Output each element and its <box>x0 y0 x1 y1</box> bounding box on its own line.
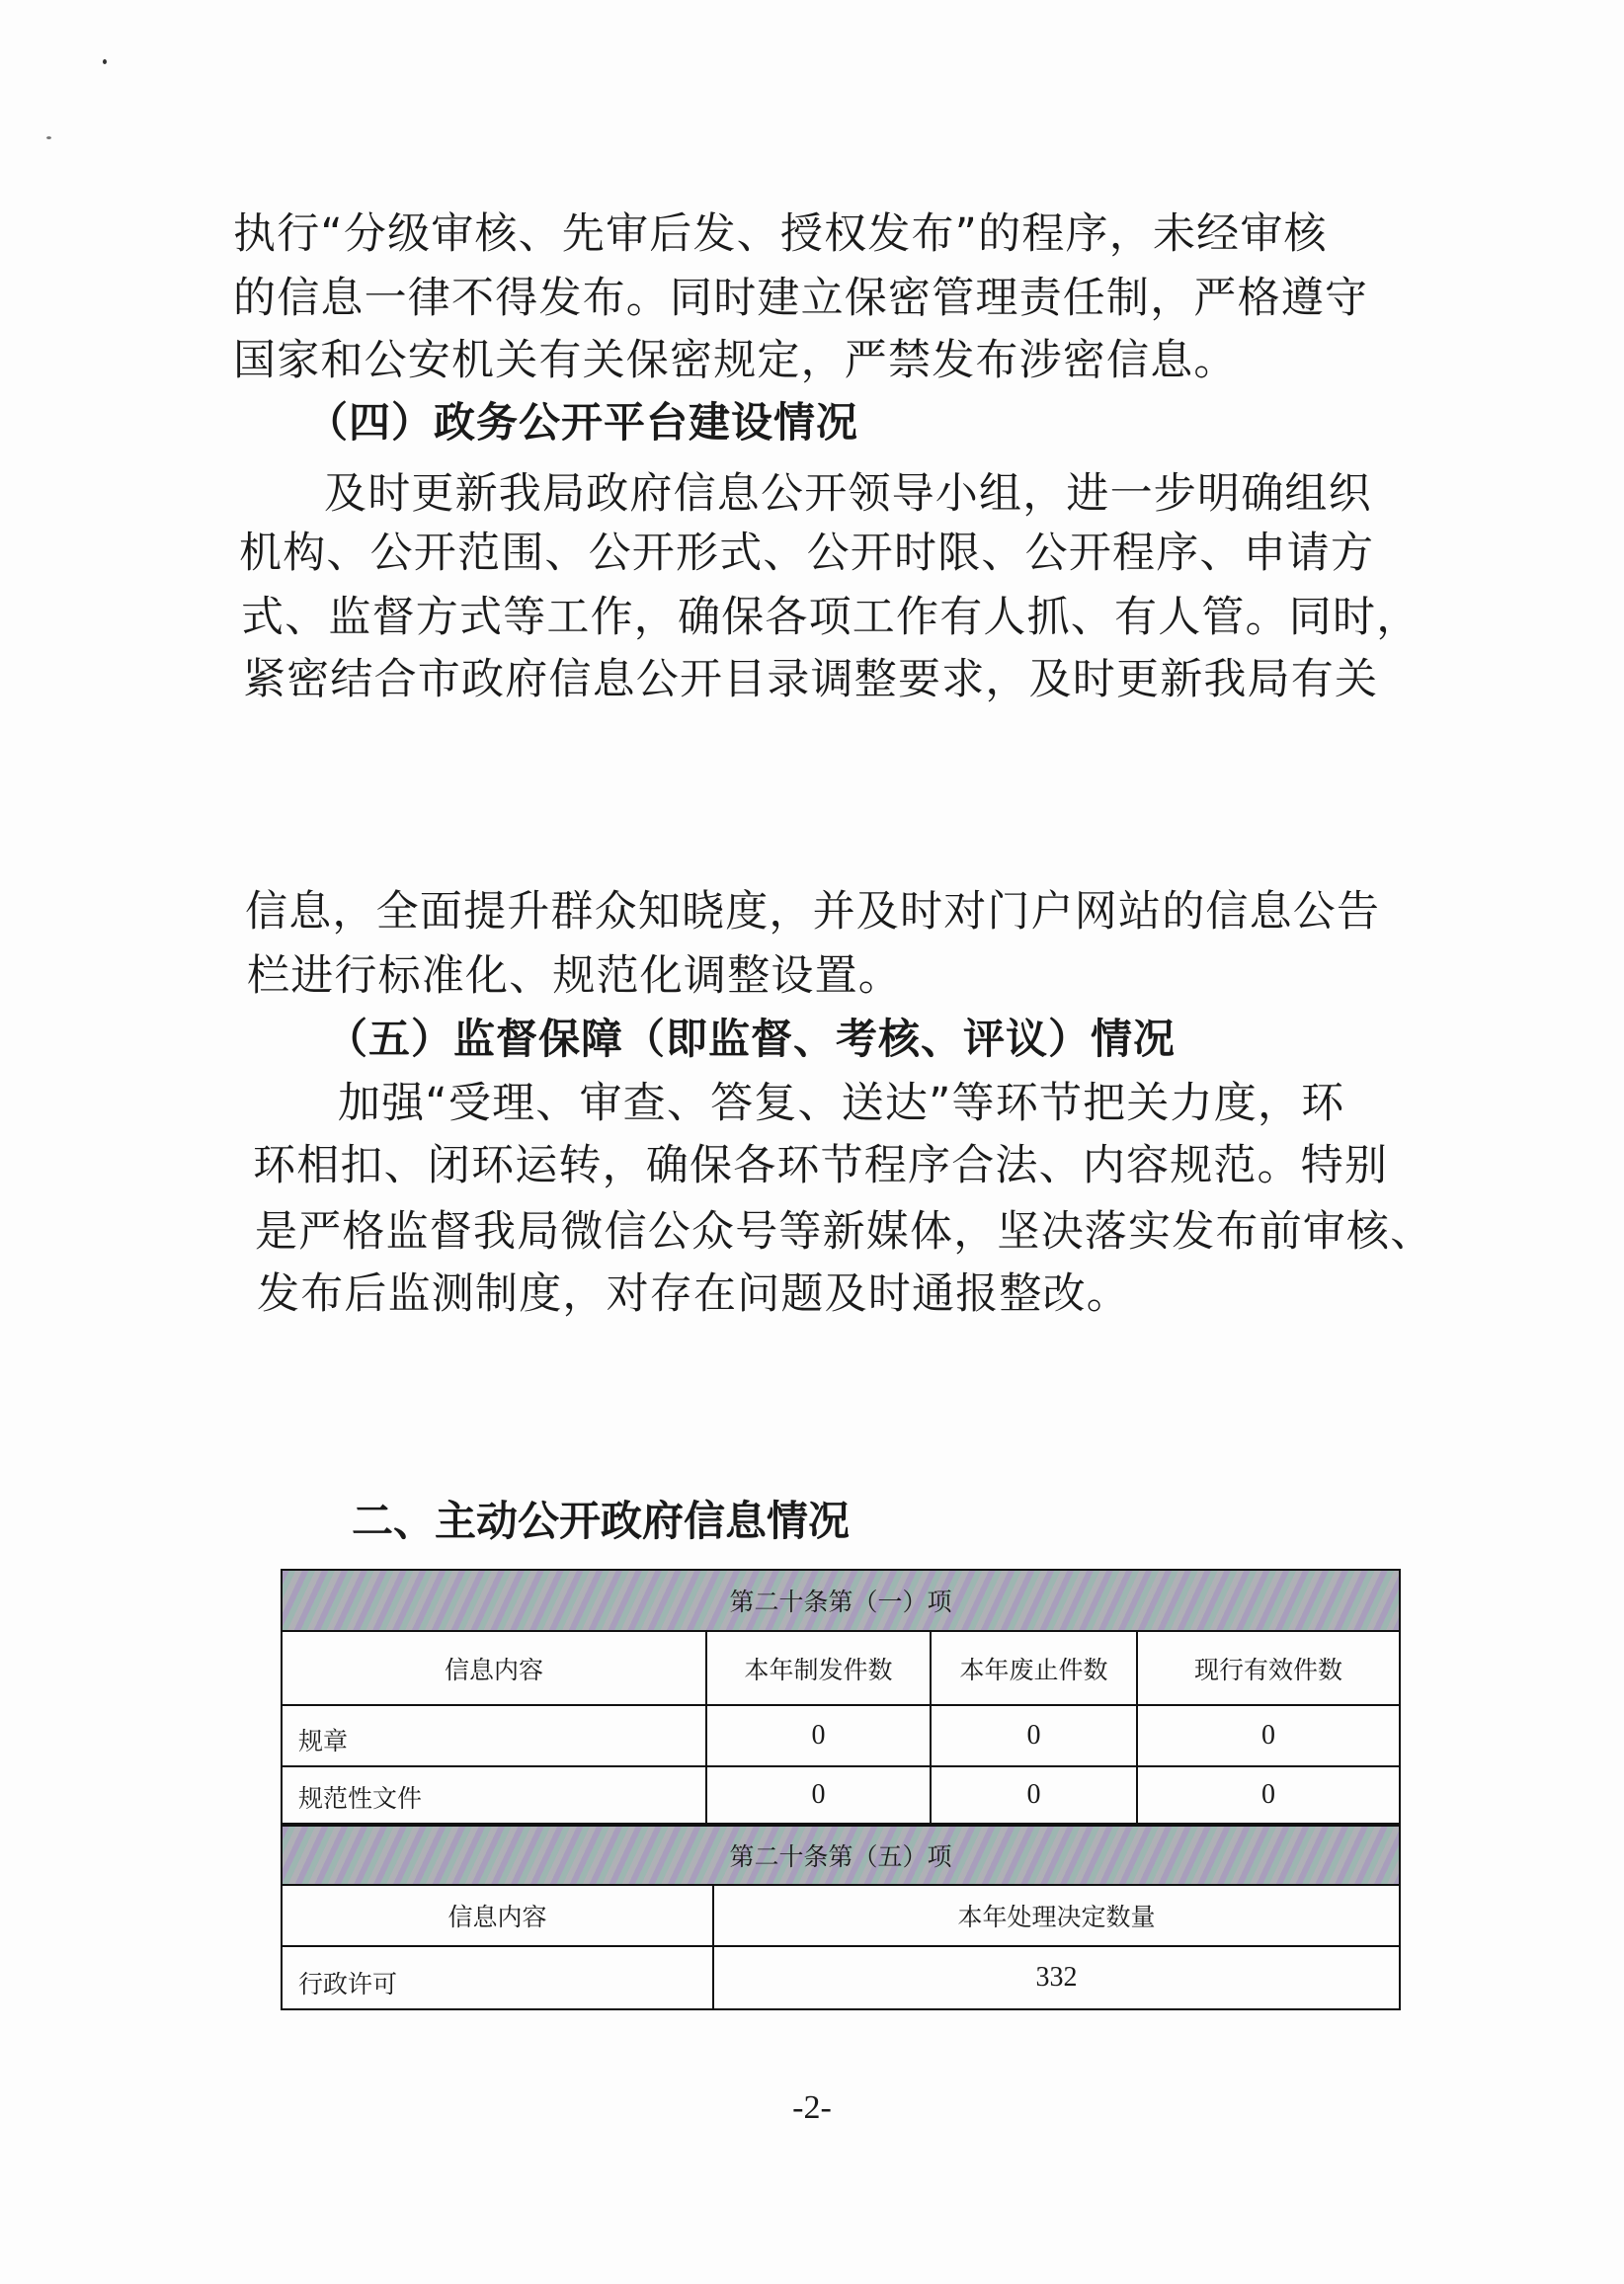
column-header: 现行有效件数 <box>1193 1655 1342 1684</box>
subsection-heading-4: （四）政务公开平台建设情况 <box>306 398 859 447</box>
section-band-title: 第二十条第（一）项 <box>729 1588 952 1616</box>
paragraph-line: 信息，全面提升群众知晓度，并及时对门户网站的信息公告 <box>245 887 1381 937</box>
valid-count: 0 <box>1261 1720 1275 1751</box>
section-band-title: 第二十条第（五）项 <box>729 1842 952 1871</box>
paragraph-line: 执行“分级审核、先审后发、授权发布”的程序，未经审核 <box>233 209 1328 259</box>
paragraph-line: 发布后监测制度，对存在问题及时通报整改。 <box>257 1269 1130 1319</box>
section-title: 二、主动公开政府信息情况 <box>352 1497 851 1545</box>
table-row <box>283 1947 1399 2008</box>
column-header: 本年处理决定数量 <box>957 1903 1156 1931</box>
decision-count: 332 <box>1035 1962 1078 1993</box>
issued-count: 0 <box>707 1706 932 1765</box>
column-header: 本年制发件数 <box>707 1632 932 1704</box>
row-label: 规章 <box>283 1706 707 1765</box>
paragraph-line: 栏进行标准化、规范化调整设置。 <box>247 951 902 1001</box>
paragraph-line: 是严格监督我局微信公众号等新媒体，坚决落实发布前审核、 <box>255 1207 1434 1257</box>
paragraph-line: 环相扣、闭环运转，确保各环节程序合法、内容规范。特别 <box>253 1141 1389 1190</box>
scan-speck <box>46 136 51 139</box>
table-header-row <box>283 1632 1399 1706</box>
column-header: 本年废止件数 <box>932 1632 1138 1704</box>
page-number: -2- <box>792 2089 832 2126</box>
paragraph-line: 加强“受理、审查、答复、送达”等环节把关力度，环 <box>338 1079 1345 1128</box>
column-header: 信息内容 <box>283 1886 714 1945</box>
paragraph-line: 紧密结合市政府信息公开目录调整要求，及时更新我局有关 <box>243 655 1379 704</box>
paragraph-line: 式、监督方式等工作，确保各项工作有人抓、有人管。同时， <box>241 593 1421 642</box>
table-row <box>283 1767 1399 1825</box>
paragraph-line: 国家和公安机关有关保密规定，严禁发布涉密信息。 <box>233 336 1238 385</box>
disclosure-table <box>281 1569 1401 2010</box>
subsection-heading-5: （五）监督保障（即监督、考核、评议）情况 <box>326 1015 1177 1063</box>
paragraph-line: 及时更新我局政府信息公开领导小组，进一步明确组织 <box>324 469 1372 519</box>
abolished-count: 0 <box>932 1767 1138 1823</box>
row-label: 规范性文件 <box>283 1767 707 1823</box>
scan-speck <box>103 59 107 64</box>
table-section-band-2 <box>283 1825 1399 1886</box>
valid-count: 0 <box>1261 1779 1275 1810</box>
issued-count: 0 <box>707 1767 932 1823</box>
paragraph-line: 的信息一律不得发布。同时建立保密管理责任制，严格遵守 <box>233 274 1369 323</box>
table-header-row <box>283 1886 1399 1947</box>
table-section-band-1 <box>283 1571 1399 1632</box>
table-row <box>283 1706 1399 1767</box>
paragraph-line: 机构、公开范围、公开形式、公开时限、公开程序、申请方 <box>239 529 1375 578</box>
row-label: 行政许可 <box>283 1947 714 2008</box>
column-header: 信息内容 <box>283 1632 707 1704</box>
abolished-count: 0 <box>932 1706 1138 1765</box>
